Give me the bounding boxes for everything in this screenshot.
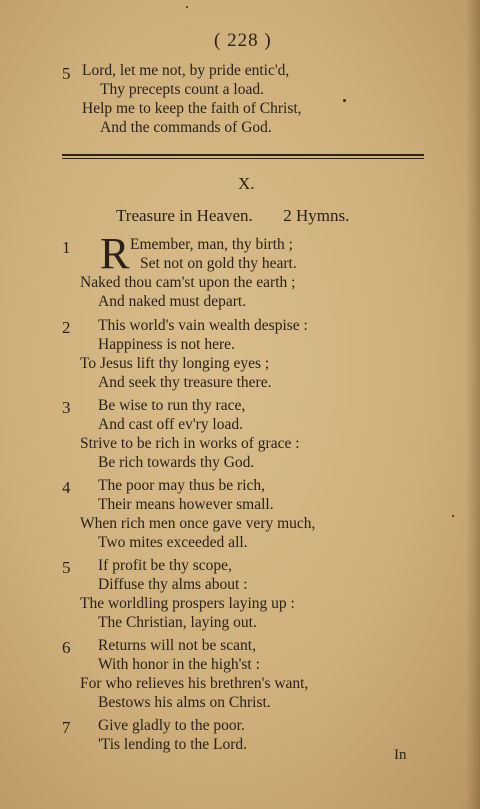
- verse-number: 5: [62, 64, 71, 83]
- section-number: X.: [238, 174, 255, 193]
- verse-line: Help me to keep the faith of Christ,: [82, 100, 302, 117]
- verse-number: 3: [62, 398, 71, 417]
- verse-line: The poor may thus be rich,: [98, 477, 266, 494]
- verse-line: For who relieves his brethren's want,: [80, 675, 309, 692]
- verse-line: And cast off ev'ry load.: [98, 416, 243, 433]
- page-edge-shadow: [466, 0, 480, 809]
- verse-line: If profit be thy scope,: [98, 557, 232, 574]
- verse-line: Be rich towards thy God.: [98, 454, 255, 471]
- verse-line: The Christian, laying out.: [98, 614, 257, 631]
- verse-line: When rich men once gave very much,: [80, 515, 316, 532]
- verse-line: Strive to be rich in works of grace :: [80, 435, 300, 452]
- drop-cap: R: [100, 229, 130, 278]
- hymn-source: 2 Hymns.: [283, 206, 350, 225]
- hymn-title-text: Treasure in Heaven.: [116, 206, 253, 225]
- verse-line: Set not on gold thy heart.: [140, 255, 297, 272]
- verse-line: Lord, let me not, by pride entic'd,: [82, 62, 290, 79]
- verse-line: And the commands of God.: [100, 119, 272, 136]
- verse-line: Returns will not be scant,: [98, 637, 256, 654]
- verse-number: 5: [62, 558, 71, 577]
- verse-line: Happiness is not here.: [98, 336, 235, 353]
- verse-line: Naked thou cam'st upon the earth ;: [80, 274, 296, 291]
- section-divider: [62, 154, 424, 159]
- verse-line: Their means however small.: [98, 496, 274, 513]
- catchword: In: [394, 747, 407, 763]
- verse-number: 4: [62, 478, 71, 497]
- verse-line: Thy precepts count a load.: [100, 81, 264, 98]
- ink-speck: [343, 99, 346, 102]
- hymn-title: [116, 206, 349, 226]
- verse-line: Bestows his alms on Christ.: [98, 694, 271, 711]
- verse-line: Be wise to run thy race,: [98, 397, 246, 414]
- ink-speck: [186, 6, 188, 8]
- verse-number: 7: [62, 718, 71, 737]
- verse-line: And seek thy treasure there.: [98, 374, 272, 391]
- verse-line: The worldling prospers laying up :: [80, 595, 295, 612]
- verse-number: 1: [62, 238, 71, 257]
- verse-line: Emember, man, thy birth ;: [130, 236, 293, 253]
- verse-line: And naked must depart.: [98, 293, 247, 310]
- verse-line: Diffuse thy alms about :: [98, 576, 248, 593]
- verse-number: 6: [62, 638, 71, 657]
- verse-line: Give gladly to the poor.: [98, 717, 245, 734]
- ink-speck: [452, 515, 454, 517]
- verse-line: With honor in the high'st :: [98, 656, 260, 673]
- verse-number: 2: [62, 318, 71, 337]
- verse-line: 'Tis lending to the Lord.: [98, 736, 248, 753]
- page-number: ( 228 ): [214, 30, 272, 51]
- verse-line: Two mites exceeded all.: [98, 534, 248, 551]
- verse-line: To Jesus lift thy longing eyes ;: [80, 355, 270, 372]
- verse-line: This world's vain wealth despise :: [98, 317, 308, 334]
